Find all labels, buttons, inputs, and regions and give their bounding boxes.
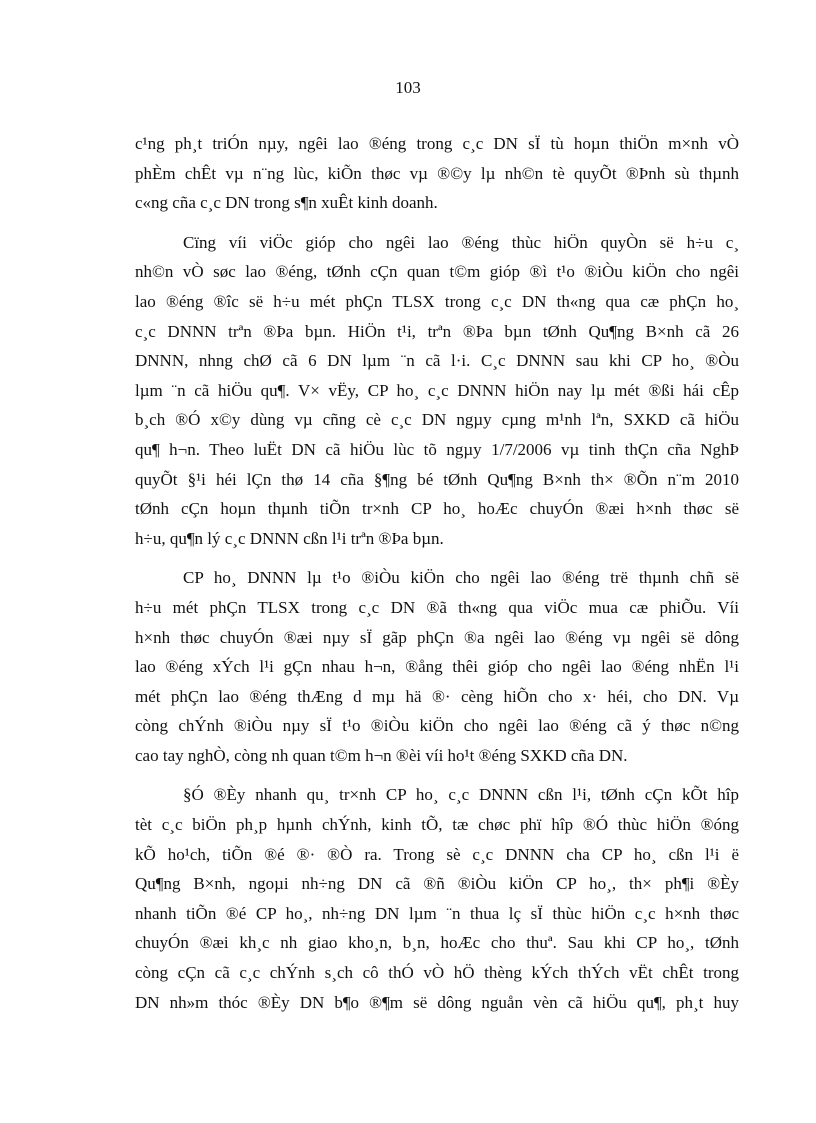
- text-line: DN nh»m thóc ®Èy DN b¶o ®¶m së dông nguån vèn cã hiÖu qu¶, ph¸t huy: [135, 992, 739, 1012]
- text-line: quyÕt §¹i héi lÇn thø 14 cña §¶ng bé tØnh Qu¶ng B×nh th× ®Õn n¨m 2010: [135, 469, 739, 489]
- body-text: [135, 129, 739, 1027]
- text-line: chuyÓn ®æi kh¸c nh giao kho¸n, b¸n, hoÆc cho thuª. Sau khi CP ho¸, tØnh: [135, 933, 739, 953]
- text-line: nh©n vÒ søc lao ®éng, tØnh cÇn quan t©m gióp ®ì t¹o ®iÒu kiÖn cho ngêi: [135, 262, 739, 282]
- text-line: mét phÇn lao ®éng thÆng d mµ hä ®· cèng hiÕn cho x· héi, cho DN. Vµ: [135, 686, 739, 706]
- text-line: còng chÝnh ®iÒu nµy sÏ t¹o ®iÒu kiÖn cho ngêi lao ®éng cã ý thøc n©ng: [135, 716, 739, 736]
- text-line: lao ®éng ®îc së h÷u mét phÇn TLSX trong c¸c DN th«ng qua cæ phÇn ho¸: [135, 291, 739, 311]
- text-line: Cïng víi viÖc gióp cho ngêi lao ®éng thùc hiÖn quyÒn së h÷u c¸: [183, 232, 739, 252]
- text-line: qu¶ h¬n. Theo luËt DN cã hiÖu lùc tõ ngµy 1/7/2006 vµ tinh thÇn cña NghÞ: [135, 439, 739, 459]
- text-line: h÷u, qu¶n lý c¸c DNNN cßn l¹i trªn ®Þa bµn.: [135, 528, 444, 548]
- text-line: tØnh cÇn hoµn thµnh tiÕn tr×nh CP ho¸ hoÆc chuyÓn ®æi h×nh thøc së: [135, 499, 739, 519]
- text-line: c¹ng ph¸t triÓn nµy, ngêi lao ®éng trong c¸c DN sÏ tù hoµn thiÖn m×nh vÒ: [135, 134, 739, 153]
- text-line: h×nh thøc chuyÓn ®æi nµy sÏ gãp phÇn ®a ngêi lao ®éng vµ ngêi së dông: [135, 627, 739, 647]
- paragraph-3: [135, 563, 739, 770]
- paragraph-1: [135, 129, 739, 218]
- text-line: h÷u mét phÇn TLSX trong c¸c DN ®ã th«ng qua viÖc mua cæ phiÕu. Víi: [135, 597, 739, 617]
- text-line: nhanh tiÕn ®é CP ho¸, nh÷ng DN lµm ¨n thua lç sÏ thùc hiÖn c¸c h×nh thøc: [135, 903, 739, 923]
- text-line: c¸c DNNN trªn ®Þa bµn. HiÖn t¹i, trªn ®Þa bµn tØnh Qu¶ng B×nh cã 26: [135, 321, 739, 341]
- text-line: còng cÇn cã c¸c chÝnh s¸ch cô thÓ vÒ hÖ thèng kÝch thÝch vËt chÊt trong: [135, 963, 739, 983]
- text-line: phÈm chÊt vµ n¨ng lùc, kiÕn thøc vµ ®©y lµ nh©n tè quyÕt ®Þnh sù thµnh: [135, 163, 739, 183]
- text-line: §Ó ®Èy nhanh qu¸ tr×nh CP ho¸ c¸c DNNN cßn l¹i, tØnh cÇn kÕt hîp: [183, 785, 739, 805]
- text-line: kÕ ho¹ch, tiÕn ®é ®· ®Ò ra. Trong sè c¸c DNNN cha CP ho¸ cßn l¹i ë: [135, 844, 739, 864]
- page-number: 103: [395, 78, 421, 97]
- text-line: lµm ¨n cã hiÖu qu¶. V× vËy, CP ho¸ c¸c DNNN hiÖn nay lµ mét ®ßi hái cÊp: [135, 380, 739, 400]
- text-line: lao ®éng xÝch l¹i gÇn nhau h¬n, ®ång thêi gióp cho ngêi lao ®éng nhËn l¹i: [135, 657, 739, 677]
- text-line: b¸ch ®Ó x©y dùng vµ cñng cè c¸c DN ngµy cµng m¹nh lªn, SXKD cã hiÖu: [135, 410, 739, 430]
- text-line: tèt c¸c biÖn ph¸p hµnh chÝnh, kinh tÕ, tæ chøc phï hîp ®Ó thùc hiÖn ®óng: [135, 815, 739, 835]
- text-line: c«ng cña c¸c DN trong s¶n xuÊt kinh doanh.: [135, 193, 438, 213]
- paragraph-4: [135, 780, 739, 1017]
- text-line: CP ho¸ DNNN lµ t¹o ®iÒu kiÖn cho ngêi lao ®éng trë thµnh chñ së: [183, 568, 739, 588]
- text-line: cao tay nghÒ, còng nh quan t©m h¬n ®èi víi ho¹t ®éng SXKD cña DN.: [135, 745, 628, 765]
- paragraph-2: [135, 228, 739, 554]
- text-line: Qu¶ng B×nh, ngoµi nh÷ng DN cã ®ñ ®iÒu kiÖn CP ho¸, th× ph¶i ®Èy: [135, 874, 739, 894]
- text-line: DNNN, nhng chØ cã 6 DN lµm ¨n cã l·i. C¸c DNNN sau khi CP ho¸ ®Òu: [135, 351, 739, 371]
